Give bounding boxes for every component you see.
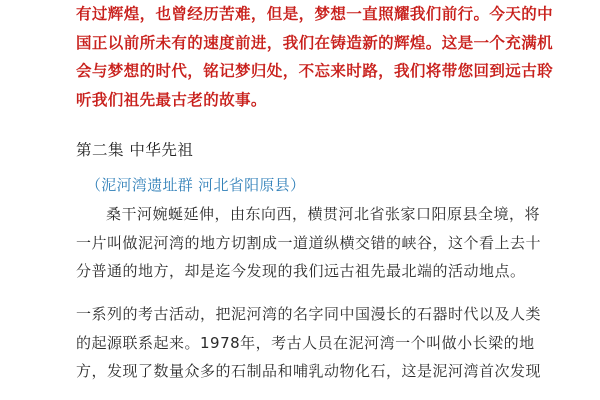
intro-line: 听我们祖先最古老的故事。 — [76, 90, 267, 109]
paragraph-line: 的起源联系起来。1978年，考古人员在泥河湾一个叫做小长梁的地 — [76, 333, 535, 352]
paragraph-line: 一片叫做泥河湾的地方切割成一道道纵横交错的峡谷，这个看上去十 — [76, 233, 542, 252]
paragraph-line: 分普通的地方，却是迄今发现的我们远古祖先最北端的活动地点。 — [76, 262, 526, 280]
intro-line: 国正以前所未有的速度前进，我们在铸造新的辉煌。这是一个充满机 — [76, 33, 554, 52]
paragraph-line: 方，发现了数量众多的石制品和哺乳动物化石，这是泥河湾首次发现 — [76, 362, 542, 380]
intro-line: 有过辉煌，也曾经历苦难，但是，梦想一直照耀我们前行。今天的中 — [76, 5, 554, 23]
location-subtitle: （泥河湾遗址群 河北省阳原县） — [86, 176, 306, 194]
intro-paragraph — [76, 0, 554, 114]
body-paragraph-1 — [76, 200, 542, 286]
body-paragraph-2 — [76, 300, 542, 386]
paragraph-line: 一系列的考古活动，把泥河湾的名字同中国漫长的石器时代以及人类 — [76, 305, 542, 323]
intro-line: 会与梦想的时代，铭记梦归处，不忘来时路，我们将带您回到远古聆 — [76, 62, 554, 80]
episode-title: 第二集 中华先祖 — [76, 141, 194, 159]
paragraph-line: 桑干河婉蜒延伸，由东向西，横贯河北省张家口阳原县全境，将 — [106, 205, 541, 223]
